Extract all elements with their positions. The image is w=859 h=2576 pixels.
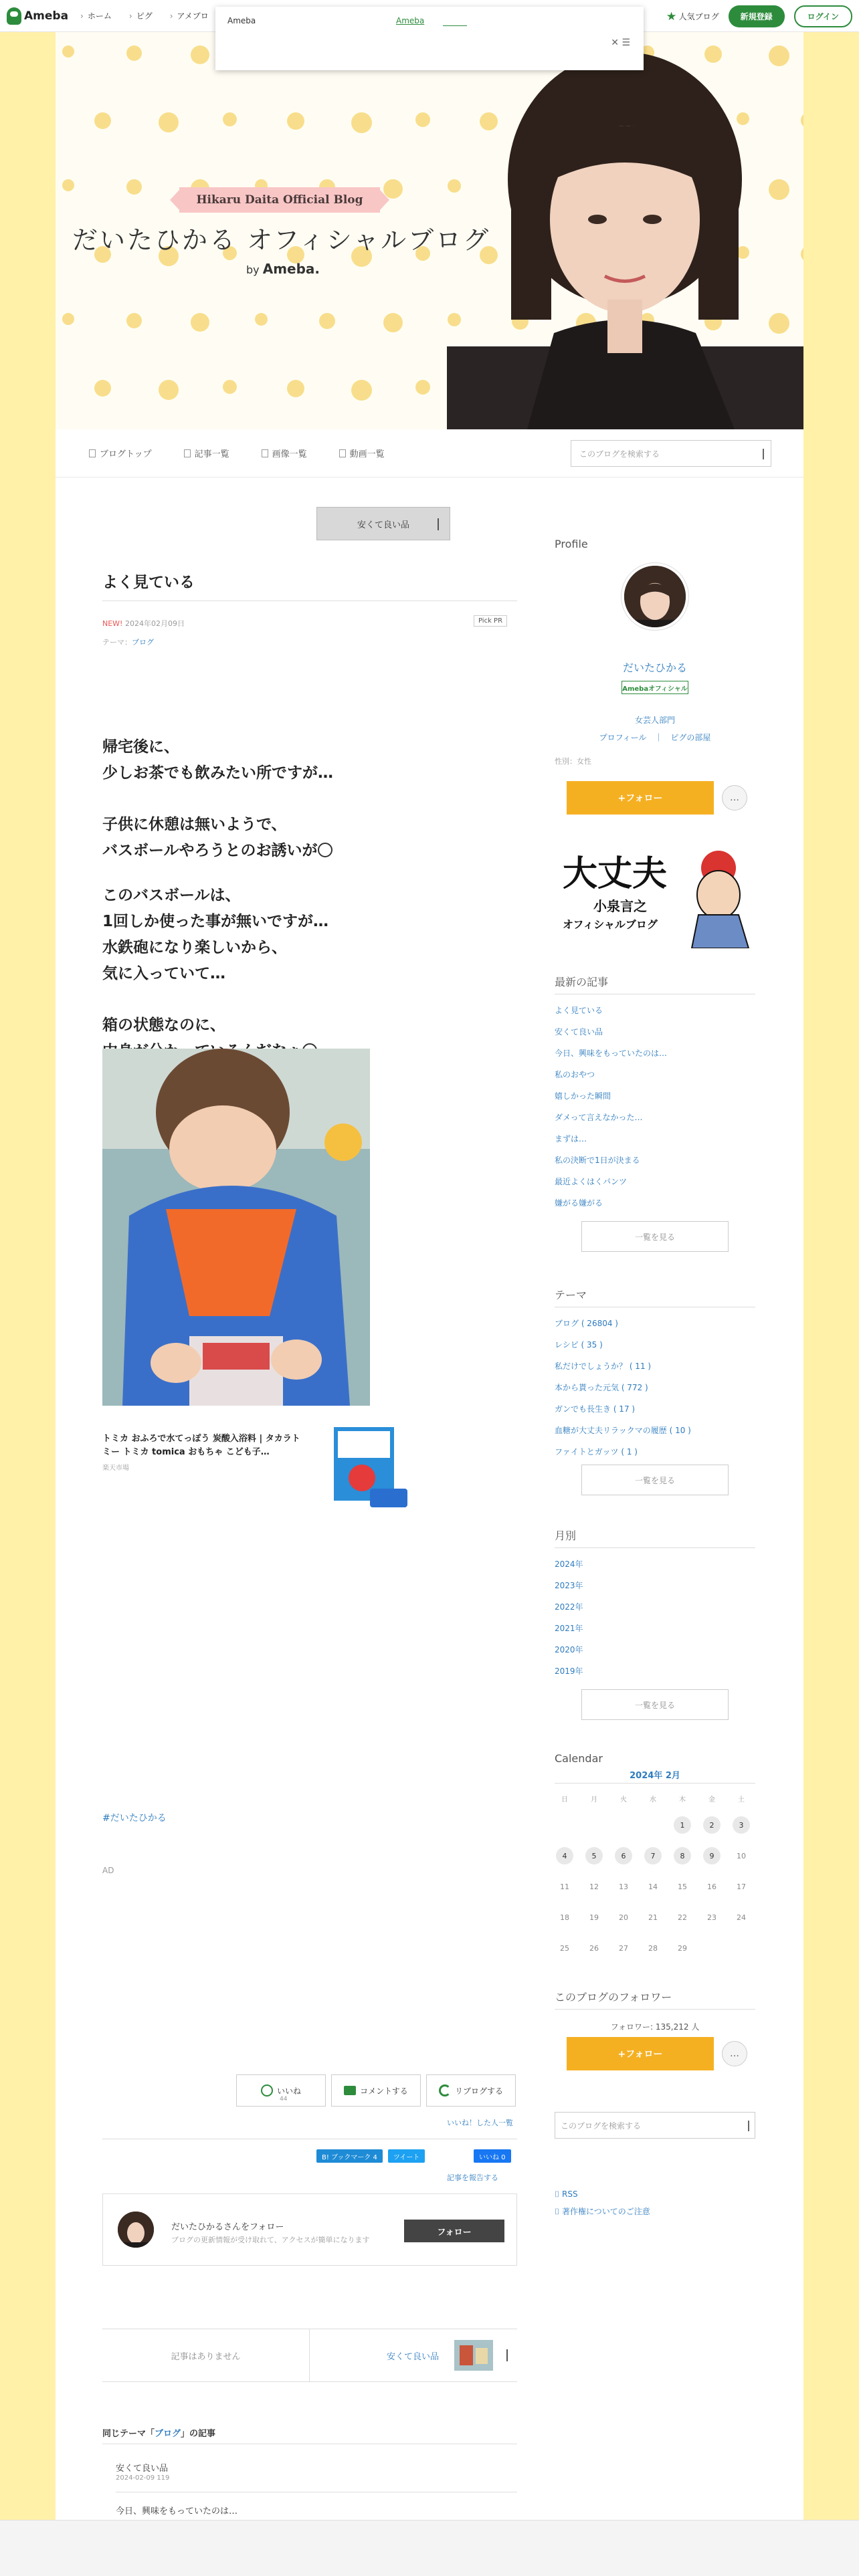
calendar-day: 16 xyxy=(707,1882,717,1891)
polka-dot xyxy=(126,45,142,61)
sidebar-search-input[interactable]: このブログを検索する xyxy=(555,2112,755,2139)
theme-see-all-button[interactable]: 一覧を見る xyxy=(581,1465,729,1495)
nav-home[interactable]: › ホーム xyxy=(80,10,112,21)
star-icon xyxy=(667,12,676,21)
calendar-day: 22 xyxy=(678,1913,687,1922)
month-item[interactable]: 2024年 xyxy=(555,1560,583,1569)
calendar-day[interactable]: 2 xyxy=(703,1816,721,1834)
follow-box xyxy=(102,2193,517,2266)
latest-item[interactable]: 今日、興味をもっていたのは… xyxy=(555,1049,668,1058)
polka-dot xyxy=(62,313,74,325)
polka-dot xyxy=(223,380,237,394)
article-date: 2024年02月09日 xyxy=(124,619,185,628)
action-buttons xyxy=(236,2074,516,2107)
calendar-day: 20 xyxy=(619,1913,628,1922)
polka-dot xyxy=(94,112,111,129)
popup-title: Ameba xyxy=(227,16,256,25)
ameba-popup xyxy=(215,7,644,70)
calendar-weekday: 金 xyxy=(708,1796,715,1804)
nav-image-list[interactable]: 画像一覧 xyxy=(262,447,307,459)
product-card[interactable] xyxy=(102,1423,417,1510)
calendar-day[interactable]: 7 xyxy=(644,1847,662,1864)
rss-link[interactable]: ⌷ RSS xyxy=(555,2189,578,2199)
prev-article: 記事はありません xyxy=(102,2329,310,2381)
product-name[interactable]: トミカ おふろで水てっぽう 炭酸入浴料 | タカラトミー トミカ tomica おもちゃ こども子… xyxy=(102,1434,300,1457)
polka-dot xyxy=(126,179,142,195)
login-button[interactable]: ログイン xyxy=(794,5,852,27)
header-portrait xyxy=(447,52,803,429)
article-paragraph: 帰宅後に、 少しお茶でも飲みたい所ですが… xyxy=(102,738,333,782)
search-icon[interactable] xyxy=(748,2121,749,2131)
pr-link-button[interactable]: 安くて良い品 xyxy=(316,507,450,540)
month-item[interactable]: 2022年 xyxy=(555,1602,583,1612)
article-paragraph: このバスボールは、 1回しか使った事が無いですが… 水鉄砲になり楽しいから、 気に入っていて… xyxy=(102,887,329,982)
profile-links: プロフィール ｜ ピグの部屋 xyxy=(599,733,711,742)
calendar-day: 24 xyxy=(737,1913,746,1922)
ameba-logo[interactable]: Ameba xyxy=(7,7,68,25)
latest-item[interactable]: 最近よくはくパンツ xyxy=(555,1177,628,1186)
latest-item[interactable]: 嬉しかった瞬間 xyxy=(555,1091,611,1101)
calendar-day: 25 xyxy=(560,1943,569,1953)
prev-next-nav xyxy=(102,2329,517,2382)
polka-dot xyxy=(126,313,142,328)
smile-icon xyxy=(261,2084,273,2097)
month-item[interactable]: 2019年 xyxy=(555,1667,583,1676)
report-link[interactable]: 記事を報告する xyxy=(447,2173,498,2182)
divider xyxy=(555,1783,755,1784)
like-count: 44 xyxy=(280,2096,288,2103)
calendar-weekday: 月 xyxy=(591,1796,597,1804)
followers-more-button[interactable]: … xyxy=(722,2041,747,2066)
blog-search-input[interactable]: このブログを検索する xyxy=(571,440,771,467)
latest-item[interactable]: 私のおやつ xyxy=(555,1070,595,1079)
polka-dot xyxy=(159,112,179,132)
polka-dot xyxy=(159,380,179,400)
polka-dot xyxy=(223,112,237,126)
by-ameba: by Ameba. xyxy=(246,261,320,277)
article-theme: テーマ：ブログ xyxy=(102,638,154,647)
calendar-day[interactable]: 1 xyxy=(674,1816,691,1834)
reblog-icon xyxy=(439,2084,451,2097)
article-title: よく見ている xyxy=(102,574,195,591)
theme-link[interactable]: ブログ xyxy=(132,638,154,647)
calendar-day: 26 xyxy=(589,1943,599,1953)
tweet-button[interactable]: ツイート xyxy=(388,2149,425,2163)
author-avatar xyxy=(118,2212,154,2248)
next-article-thumbnail[interactable] xyxy=(454,2340,493,2371)
calendar-day: 15 xyxy=(678,1882,687,1891)
calendar-weekday: 水 xyxy=(650,1796,656,1804)
banner-title: 大丈夫 xyxy=(563,854,668,894)
blog-title: だいたひかる オフィシャルブログ xyxy=(72,225,491,255)
divider xyxy=(555,2009,755,2010)
polka-dot xyxy=(191,45,209,64)
copyright-link[interactable]: ⌷ 著作権についてのご注意 xyxy=(555,2207,650,2216)
follow-description: ブログの更新情報が受け取れて、アクセスが簡単になります xyxy=(171,2236,370,2244)
latest-item[interactable]: 安くて良い品 xyxy=(555,1027,603,1037)
calendar-day: 12 xyxy=(589,1882,599,1891)
polka-dot xyxy=(351,112,372,133)
banner-sub2: オフィシャルブログ xyxy=(563,918,658,931)
month-item[interactable]: 2020年 xyxy=(555,1645,583,1654)
latest-heading: 最新の記事 xyxy=(555,976,609,988)
calendar-day: 10 xyxy=(737,1851,746,1860)
polka-dot xyxy=(319,313,335,329)
popup-underline xyxy=(443,25,467,26)
same-theme-item[interactable]: 今日、興味をもっていたのは… xyxy=(116,2506,238,2516)
product-image[interactable] xyxy=(328,1423,409,1510)
nav-entry-list[interactable]: 記事一覧 xyxy=(184,447,229,459)
theme-item[interactable]: ガンでも長生き ( 17 ) xyxy=(555,1404,636,1414)
month-see-all-button[interactable]: 一覧を見る xyxy=(581,1689,729,1720)
calendar-day[interactable]: 6 xyxy=(615,1847,632,1864)
nav-pigg[interactable]: › ピグ xyxy=(129,10,153,21)
sidebar-follow-button[interactable]: +フォロー xyxy=(567,781,714,815)
calendar-day: 18 xyxy=(560,1913,569,1922)
followers-count: フォロワー: 135,212 人 xyxy=(610,2022,700,2032)
global-nav xyxy=(80,10,209,21)
register-button[interactable]: 新規登録 xyxy=(729,5,785,27)
calendar-day[interactable]: 9 xyxy=(703,1847,721,1864)
blog-nav xyxy=(56,429,803,477)
product-seller: 楽天市場 xyxy=(102,1465,129,1472)
chevron-right-icon[interactable] xyxy=(506,2349,508,2361)
calendar-day: 11 xyxy=(560,1882,569,1891)
nav-ameblo[interactable]: › アメブロ xyxy=(170,10,209,21)
share-buttons xyxy=(316,2149,425,2163)
latest-item[interactable]: 私の決断で1日が決まる xyxy=(555,1156,640,1165)
same-theme-heading: 同じテーマ「ブログ」の記事 xyxy=(102,2429,216,2439)
pig-room-link[interactable]: ピグの部屋 xyxy=(670,733,711,742)
blog-ribbon: Hikaru Daita Official Blog xyxy=(179,187,380,213)
theme-heading: テーマ xyxy=(555,1289,587,1301)
official-badge: Amebaオフィシャル xyxy=(622,681,688,694)
theme-item[interactable]: 本から貰った元気 ( 772 ) xyxy=(555,1383,648,1392)
home-icon xyxy=(89,449,96,457)
profile-name[interactable]: だいたひかる xyxy=(622,661,687,674)
facebook-like-button[interactable]: いいね 0 xyxy=(474,2149,511,2163)
theme-item[interactable]: ブログ ( 26804 ) xyxy=(555,1319,618,1328)
same-theme-item[interactable]: 安くて良い品 xyxy=(116,2464,169,2474)
banner-sub1: 小泉言之 xyxy=(593,898,647,914)
latest-item[interactable]: ダメって言えなかった… xyxy=(555,1113,643,1122)
comment-icon xyxy=(344,2086,356,2095)
month-item[interactable]: 2021年 xyxy=(555,1624,583,1633)
bottom-bar xyxy=(0,2520,859,2576)
polka-dot xyxy=(94,380,111,397)
comment-button[interactable]: コメントする xyxy=(331,2074,421,2107)
calendar-weekday: 木 xyxy=(679,1796,686,1804)
calendar-day: 29 xyxy=(678,1943,687,1953)
polka-dot xyxy=(287,380,304,397)
follow-name: だいたひかるさんをフォロー xyxy=(171,2222,284,2232)
month-item[interactable]: 2023年 xyxy=(555,1581,583,1590)
theme-item[interactable]: ファイトとガッツ ( 1 ) xyxy=(555,1447,638,1457)
theme-item[interactable]: レシピ ( 35 ) xyxy=(555,1340,603,1350)
nav-video-list[interactable]: 動画一覧 xyxy=(339,447,385,459)
nav-blog-top[interactable]: ブログトップ xyxy=(89,447,152,459)
more-options-button[interactable]: … xyxy=(722,785,747,811)
sidebar-banner[interactable] xyxy=(555,841,755,948)
search-icon[interactable] xyxy=(763,449,764,459)
video-icon xyxy=(339,449,346,457)
polka-dot xyxy=(287,112,304,130)
calendar-day: 17 xyxy=(737,1882,746,1891)
article-paragraph: 子供に休憩は無いようで、 バスボールやろうとのお誘いが xyxy=(102,812,332,864)
calendar-weekday: 火 xyxy=(620,1796,627,1804)
month-heading: 月別 xyxy=(555,1529,577,1542)
pick-pr-badge[interactable]: Pick PR xyxy=(474,615,507,627)
calendar-day: 21 xyxy=(648,1913,658,1922)
profile-link[interactable]: プロフィール xyxy=(599,733,647,742)
same-theme-date: 2024-02-09 119 xyxy=(116,2474,170,2482)
hashtag-link[interactable]: #だいたひかる xyxy=(102,1813,167,1824)
close-icon[interactable]: ✕ ☰ xyxy=(611,37,630,48)
polka-dot xyxy=(62,179,74,191)
image-icon xyxy=(262,449,268,457)
polka-dot xyxy=(62,45,74,58)
header-actions xyxy=(667,5,852,27)
profile-category[interactable]: 女芸人部門 xyxy=(634,716,675,725)
latest-item[interactable]: よく見ている xyxy=(555,1006,603,1015)
liked-users-link[interactable]: いいね！した人一覧 xyxy=(447,2119,513,2127)
calendar-weekday: 土 xyxy=(738,1796,745,1804)
article-paragraph: 箱の状態なのに、 xyxy=(102,1012,317,1065)
latest-item[interactable]: まずは… xyxy=(555,1134,587,1144)
chevron-right-icon xyxy=(438,518,439,530)
latest-see-all-button[interactable]: 一覧を見る xyxy=(581,1221,729,1252)
ameba-logo-icon xyxy=(7,7,21,25)
followers-heading: このブログのフォロワー xyxy=(555,1991,672,2004)
list-icon xyxy=(184,449,191,457)
blog-page xyxy=(56,32,803,2520)
ranking-link[interactable]: 人気ブログ xyxy=(667,11,719,22)
reblog-button[interactable]: リブログする xyxy=(426,2074,516,2107)
divider xyxy=(555,1547,755,1548)
polka-dot xyxy=(415,380,430,395)
blog-header-banner[interactable] xyxy=(56,32,803,429)
smile-emoji-icon xyxy=(318,843,332,857)
next-article-link[interactable]: 安くて良い品 xyxy=(387,2351,440,2362)
hatena-bookmark-button[interactable]: B! ブックマーク 4 xyxy=(316,2149,383,2163)
profile-sex: 性別：女性 xyxy=(555,757,591,766)
calendar-day: 14 xyxy=(648,1882,658,1891)
theme-item[interactable]: 血糖が大丈夫リラックマの履歴 ( 10 ) xyxy=(555,1426,691,1435)
calendar-day: 28 xyxy=(648,1943,658,1953)
article-photo[interactable] xyxy=(102,1049,370,1406)
calendar-month: 2024年 2月 xyxy=(630,1771,680,1781)
polka-dot xyxy=(191,313,209,332)
polka-dot xyxy=(415,112,430,127)
calendar-weekday: 日 xyxy=(561,1796,568,1804)
calendar-day[interactable]: 5 xyxy=(585,1847,603,1864)
calendar-day: 23 xyxy=(707,1913,717,1922)
calendar-day[interactable]: 8 xyxy=(674,1847,691,1864)
like-button[interactable]: いいね 44 xyxy=(236,2074,326,2107)
calendar-heading: Calendar xyxy=(555,1752,603,1765)
polka-dot xyxy=(255,313,268,326)
article-meta xyxy=(102,618,185,629)
profile-heading: Profile xyxy=(555,538,588,550)
calendar-day: 13 xyxy=(619,1882,628,1891)
ad-label: AD xyxy=(102,1866,114,1875)
calendar-day[interactable]: 4 xyxy=(556,1847,573,1864)
followers-follow-button[interactable]: +フォロー xyxy=(567,2037,714,2070)
calendar-day: 27 xyxy=(619,1943,628,1953)
polka-dot xyxy=(351,380,372,401)
calendar-day[interactable]: 3 xyxy=(733,1816,750,1834)
follow-button[interactable]: フォロー xyxy=(404,2220,504,2242)
theme-item[interactable]: 私だけでしょうか？ ( 11 ) xyxy=(555,1362,652,1371)
latest-item[interactable]: 嫌がる嫌がる xyxy=(555,1198,603,1208)
profile-avatar[interactable] xyxy=(622,563,688,630)
new-badge: NEW! xyxy=(102,619,123,628)
calendar-day: 19 xyxy=(589,1913,599,1922)
polka-dot xyxy=(383,313,403,332)
popup-link[interactable]: Ameba xyxy=(396,16,425,25)
